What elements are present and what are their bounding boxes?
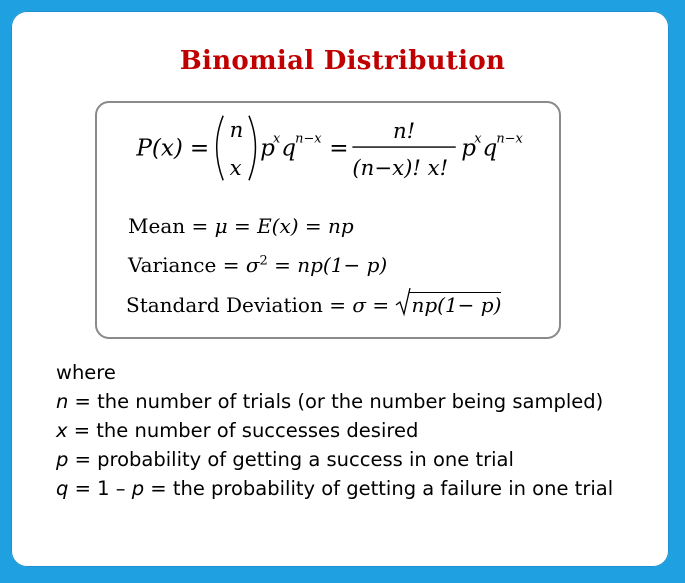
sd-radicand: np(1− p) bbox=[411, 293, 502, 317]
p-exp-1: x bbox=[273, 131, 281, 147]
def-x bbox=[56, 416, 613, 445]
sqrt-sign bbox=[395, 293, 501, 317]
def-q-p: p bbox=[131, 477, 145, 500]
variance-expression: = np(1− p) bbox=[274, 253, 388, 277]
binom-right-paren bbox=[249, 116, 255, 181]
definitions bbox=[56, 358, 613, 503]
q-term-1: q bbox=[281, 135, 297, 162]
pmf-formula bbox=[118, 112, 548, 184]
def-q-text-1: = 1 – bbox=[68, 477, 132, 500]
p-term-2: p bbox=[461, 135, 477, 162]
q-exp-1: n−x bbox=[295, 131, 322, 147]
def-n bbox=[56, 387, 613, 416]
p-term-1: p bbox=[260, 135, 275, 162]
pmf-lhs: P(x) bbox=[136, 135, 183, 162]
equals-2: = bbox=[329, 135, 349, 162]
fraction-numerator: n! bbox=[393, 118, 416, 144]
sd-label: Standard Deviation bbox=[126, 293, 323, 317]
var-n: n bbox=[56, 390, 69, 413]
var-q: q bbox=[56, 477, 69, 500]
equals-1: = bbox=[189, 135, 210, 162]
variance-line bbox=[128, 253, 387, 277]
mean-label: Mean bbox=[128, 214, 186, 238]
sd-line bbox=[126, 293, 501, 317]
binom-top: n bbox=[229, 117, 244, 143]
variance-label: Variance bbox=[128, 253, 217, 277]
def-x-text: = the number of successes desired bbox=[67, 419, 419, 442]
variance-sigma: = σ bbox=[222, 253, 260, 277]
p-exp-2: x bbox=[474, 131, 482, 147]
mean-line bbox=[128, 214, 354, 238]
q-exp-2: n−x bbox=[496, 131, 523, 147]
def-p bbox=[56, 445, 613, 474]
binom-bottom: x bbox=[229, 155, 242, 181]
mean-expression: = μ = E(x) = np bbox=[191, 214, 354, 238]
page-title: Binomial Distribution bbox=[179, 46, 506, 76]
q-term-2: q bbox=[482, 135, 498, 162]
sd-sigma: = σ = bbox=[329, 293, 390, 317]
var-p: p bbox=[56, 448, 69, 471]
radical-icon bbox=[395, 287, 411, 317]
def-q-text-2: = the probability of getting a failure in one trial bbox=[144, 477, 614, 500]
def-p-text: = probability of getting a success in one trial bbox=[68, 448, 514, 471]
var-x: x bbox=[56, 419, 68, 442]
def-q bbox=[56, 474, 613, 503]
binom-left-paren bbox=[217, 116, 223, 181]
variance-exponent: 2 bbox=[259, 253, 268, 269]
fraction-denominator: (n−x)! x! bbox=[352, 155, 449, 181]
where-line: where bbox=[56, 361, 116, 384]
def-n-text: = the number of trials (or the number being sampled) bbox=[68, 390, 604, 413]
